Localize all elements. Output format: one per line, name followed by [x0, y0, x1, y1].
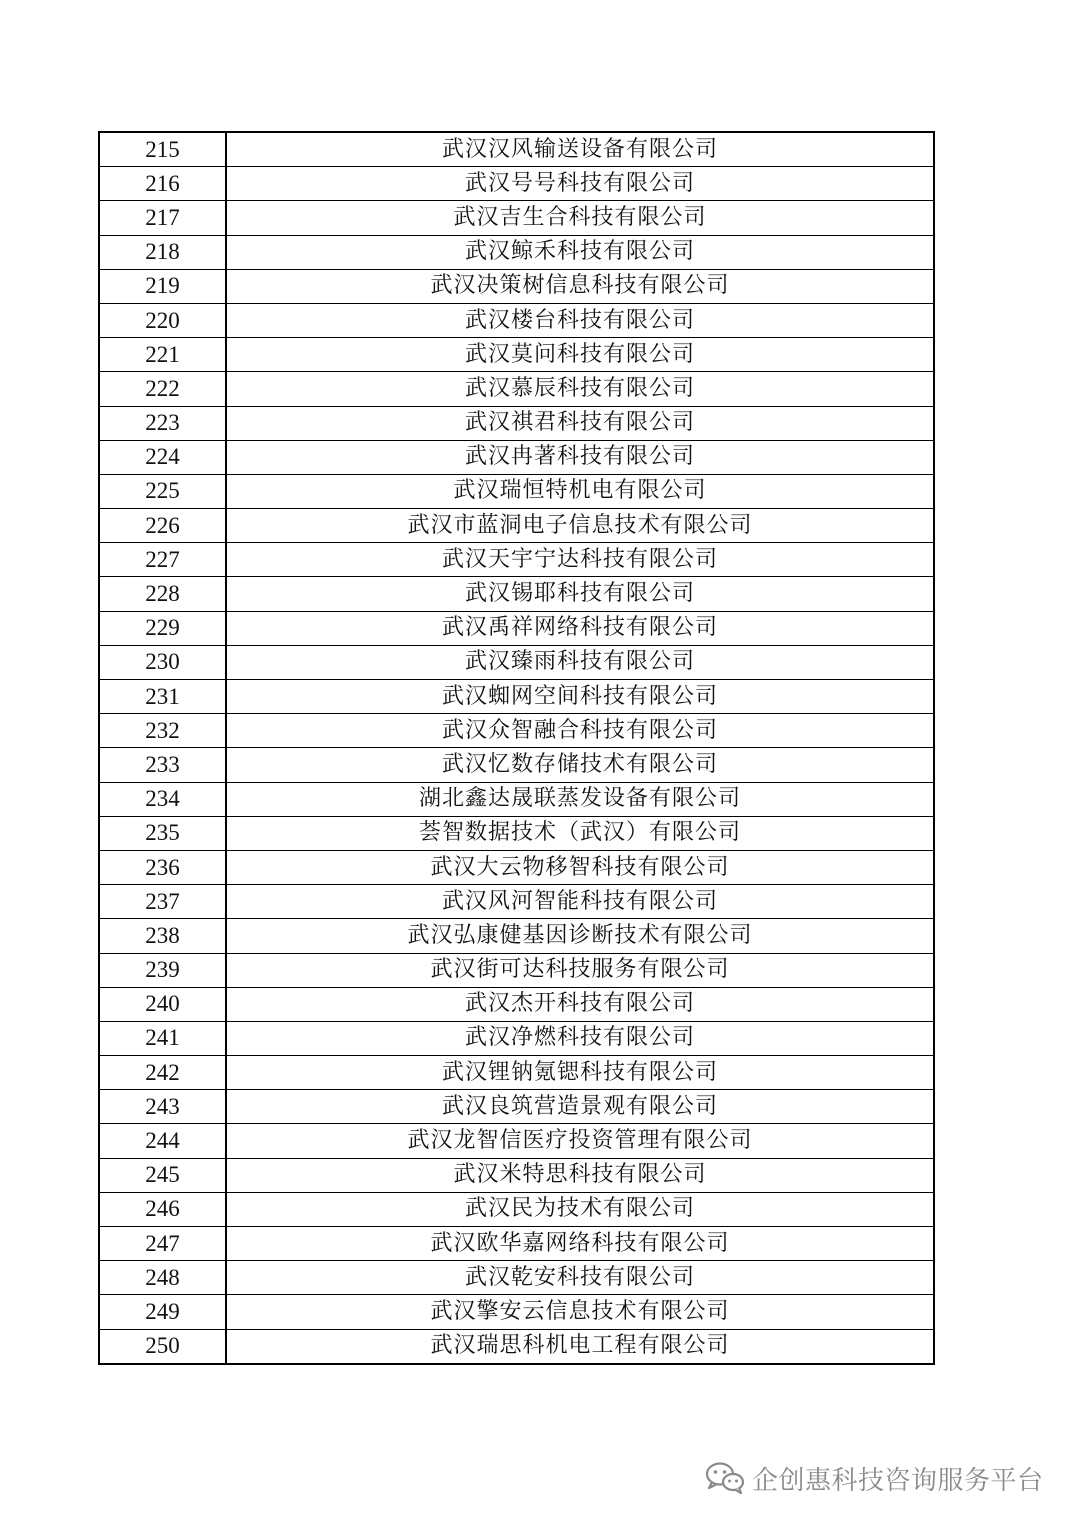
table-row	[99, 1124, 934, 1158]
company-name-cell: 武汉瑞思科机电工程有限公司	[226, 1329, 934, 1364]
company-name-cell: 武汉民为技术有限公司	[226, 1192, 934, 1226]
company-name-cell: 武汉莫问科技有限公司	[226, 338, 934, 372]
row-number-cell: 250	[99, 1329, 226, 1364]
row-number-cell: 235	[99, 816, 226, 850]
row-number-cell: 244	[99, 1124, 226, 1158]
row-number-cell: 248	[99, 1261, 226, 1295]
row-number-cell: 233	[99, 748, 226, 782]
table-row	[99, 1158, 934, 1192]
table-row	[99, 167, 934, 201]
company-name-cell: 武汉锂钠氪锶科技有限公司	[226, 1056, 934, 1090]
company-name-cell: 武汉净燃科技有限公司	[226, 1021, 934, 1055]
company-name-cell: 武汉大云物移智科技有限公司	[226, 850, 934, 884]
table-row	[99, 1021, 934, 1055]
watermark	[704, 1458, 1044, 1498]
company-name-cell: 武汉决策树信息科技有限公司	[226, 269, 934, 303]
company-name-cell: 武汉欧华嘉网络科技有限公司	[226, 1227, 934, 1261]
row-number-cell: 221	[99, 338, 226, 372]
table-row	[99, 680, 934, 714]
row-number-cell: 245	[99, 1158, 226, 1192]
table-row	[99, 953, 934, 987]
row-number-cell: 242	[99, 1056, 226, 1090]
table-row	[99, 645, 934, 679]
row-number-cell: 223	[99, 406, 226, 440]
table-row	[99, 850, 934, 884]
table-row	[99, 919, 934, 953]
table-row	[99, 714, 934, 748]
row-number-cell: 220	[99, 303, 226, 337]
table-row	[99, 816, 934, 850]
row-number-cell: 237	[99, 885, 226, 919]
table-row	[99, 885, 934, 919]
row-number-cell: 247	[99, 1227, 226, 1261]
table-row	[99, 1261, 934, 1295]
company-name-cell: 武汉鲸禾科技有限公司	[226, 235, 934, 269]
table-row	[99, 440, 934, 474]
table-row	[99, 1056, 934, 1090]
row-number-cell: 239	[99, 953, 226, 987]
table-row	[99, 338, 934, 372]
row-number-cell: 219	[99, 269, 226, 303]
company-name-cell: 武汉良筑营造景观有限公司	[226, 1090, 934, 1124]
table-row	[99, 1090, 934, 1124]
company-name-cell: 荟智数据技术（武汉）有限公司	[226, 816, 934, 850]
company-list-body	[99, 132, 934, 1364]
table-row	[99, 235, 934, 269]
company-name-cell: 湖北鑫达晟联蒸发设备有限公司	[226, 782, 934, 816]
company-name-cell: 武汉蜘网空间科技有限公司	[226, 680, 934, 714]
company-name-cell: 武汉风河智能科技有限公司	[226, 885, 934, 919]
row-number-cell: 216	[99, 167, 226, 201]
row-number-cell: 234	[99, 782, 226, 816]
company-name-cell: 武汉吉生合科技有限公司	[226, 201, 934, 235]
table-row	[99, 132, 934, 167]
company-name-cell: 武汉忆数存储技术有限公司	[226, 748, 934, 782]
table-row	[99, 201, 934, 235]
row-number-cell: 236	[99, 850, 226, 884]
table-row	[99, 748, 934, 782]
row-number-cell: 224	[99, 440, 226, 474]
company-name-cell: 武汉瑞恒特机电有限公司	[226, 474, 934, 508]
wechat-icon	[704, 1460, 746, 1496]
company-name-cell: 武汉弘康健基因诊断技术有限公司	[226, 919, 934, 953]
table-row	[99, 372, 934, 406]
table-row	[99, 303, 934, 337]
company-name-cell: 武汉锡耶科技有限公司	[226, 577, 934, 611]
row-number-cell: 241	[99, 1021, 226, 1055]
company-name-cell: 武汉冉著科技有限公司	[226, 440, 934, 474]
company-name-cell: 武汉禹祥网络科技有限公司	[226, 611, 934, 645]
table-row	[99, 406, 934, 440]
row-number-cell: 229	[99, 611, 226, 645]
company-name-cell: 武汉臻雨科技有限公司	[226, 645, 934, 679]
company-name-cell: 武汉乾安科技有限公司	[226, 1261, 934, 1295]
table-row	[99, 577, 934, 611]
table-row	[99, 474, 934, 508]
company-name-cell: 武汉天宇宁达科技有限公司	[226, 543, 934, 577]
row-number-cell: 231	[99, 680, 226, 714]
table-row	[99, 1227, 934, 1261]
company-list-table	[98, 131, 935, 1365]
row-number-cell: 249	[99, 1295, 226, 1329]
table-row	[99, 269, 934, 303]
row-number-cell: 225	[99, 474, 226, 508]
table-row	[99, 1295, 934, 1329]
row-number-cell: 228	[99, 577, 226, 611]
table-row	[99, 782, 934, 816]
company-name-cell: 武汉街可达科技服务有限公司	[226, 953, 934, 987]
row-number-cell: 227	[99, 543, 226, 577]
company-name-cell: 武汉市蓝洞电子信息技术有限公司	[226, 509, 934, 543]
row-number-cell: 232	[99, 714, 226, 748]
row-number-cell: 243	[99, 1090, 226, 1124]
company-name-cell: 武汉号号科技有限公司	[226, 167, 934, 201]
company-name-cell: 武汉慕辰科技有限公司	[226, 372, 934, 406]
row-number-cell: 226	[99, 509, 226, 543]
row-number-cell: 217	[99, 201, 226, 235]
company-name-cell: 武汉祺君科技有限公司	[226, 406, 934, 440]
row-number-cell: 230	[99, 645, 226, 679]
table-row	[99, 1329, 934, 1364]
company-name-cell: 武汉楼台科技有限公司	[226, 303, 934, 337]
table-row	[99, 611, 934, 645]
row-number-cell: 246	[99, 1192, 226, 1226]
table-row	[99, 1192, 934, 1226]
company-name-cell: 武汉擎安云信息技术有限公司	[226, 1295, 934, 1329]
table-row	[99, 543, 934, 577]
row-number-cell: 240	[99, 987, 226, 1021]
company-name-cell: 武汉众智融合科技有限公司	[226, 714, 934, 748]
row-number-cell: 215	[99, 132, 226, 167]
company-name-cell: 武汉龙智信医疗投资管理有限公司	[226, 1124, 934, 1158]
company-name-cell: 武汉米特思科技有限公司	[226, 1158, 934, 1192]
watermark-text: 企创惠科技咨询服务平台	[752, 1465, 1044, 1496]
row-number-cell: 238	[99, 919, 226, 953]
table-row	[99, 509, 934, 543]
row-number-cell: 222	[99, 372, 226, 406]
table-row	[99, 987, 934, 1021]
row-number-cell: 218	[99, 235, 226, 269]
company-name-cell: 武汉杰开科技有限公司	[226, 987, 934, 1021]
company-name-cell: 武汉汉风输送设备有限公司	[226, 132, 934, 167]
